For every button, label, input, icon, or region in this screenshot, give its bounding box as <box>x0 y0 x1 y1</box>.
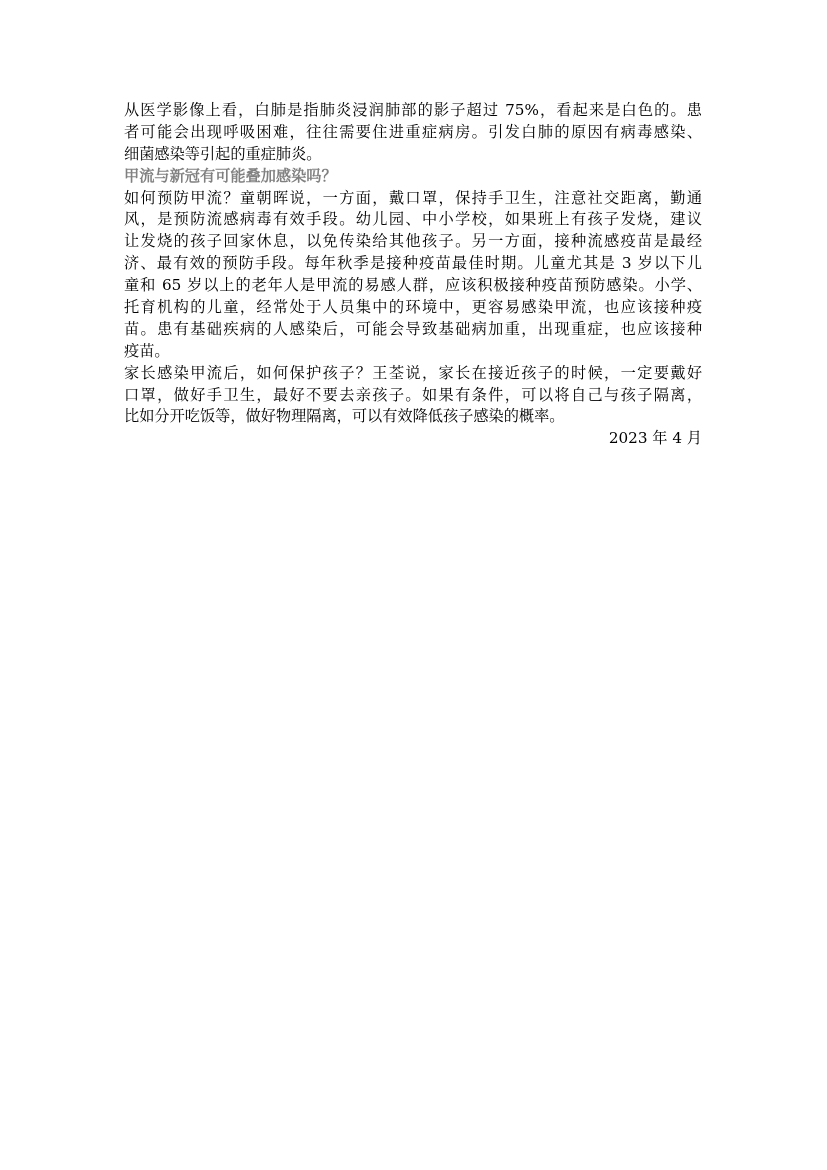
paragraph-white-lung <box>124 100 702 166</box>
paragraph-line: 苗。患有基础疾病的人感染后，可能会导致基础病加重，出现重症，也应该接种 <box>124 319 702 338</box>
paragraph-line: 比如分开吃饭等，做好物理隔离，可以有效降低孩子感染的概率。 <box>124 407 565 426</box>
document-date: 2023 年 4 月 <box>608 429 702 448</box>
document-body <box>124 100 702 450</box>
paragraph-line: 风，是预防流感病毒有效手段。幼儿园、中小学校，如果班上有孩子发烧，建议 <box>124 210 702 229</box>
paragraph-line: 家长感染甲流后，如何保护孩子？王荃说，家长在接近孩子的时候，一定要戴好 <box>124 363 702 382</box>
paragraph-line: 济、最有效的预防手段。每年秋季是接种疫苗最佳时期。儿童尤其是 3 岁以下儿 <box>124 254 702 273</box>
paragraph-line: 从医学影像上看，白肺是指肺炎浸润肺部的影子超过 75%，看起来是白色的。患 <box>124 101 702 119</box>
paragraph-line: 者可能会出现呼吸困难，往往需要住进重症病房。引发白肺的原因有病毒感染、 <box>124 122 702 141</box>
section-heading: 甲流与新冠有可能叠加感染吗？ <box>124 166 337 185</box>
paragraph-line: 童和 65 岁以上的老年人是甲流的易感人群，应该积极接种疫苗预防感染。小学、 <box>124 276 702 295</box>
paragraph-line: 如何预防甲流？童朝晖说，一方面，戴口罩，保持手卫生，注意社交距离，勤通 <box>124 188 702 207</box>
paragraph-prevention <box>124 188 702 363</box>
paragraph-line: 让发烧的孩子回家休息，以免传染给其他孩子。另一方面，接种流感疫苗是最经 <box>124 232 702 251</box>
paragraph-line: 托育机构的儿童，经常处于人员集中的环境中，更容易感染甲流，也应该接种疫 <box>124 298 702 317</box>
paragraph-line: 细菌感染等引起的重症肺炎。 <box>124 144 322 163</box>
paragraph-protect-children <box>124 363 702 429</box>
paragraph-line: 疫苗。 <box>124 341 170 360</box>
paragraph-line: 口罩，做好手卫生，最好不要去亲孩子。如果有条件，可以将自己与孩子隔离， <box>124 385 702 404</box>
